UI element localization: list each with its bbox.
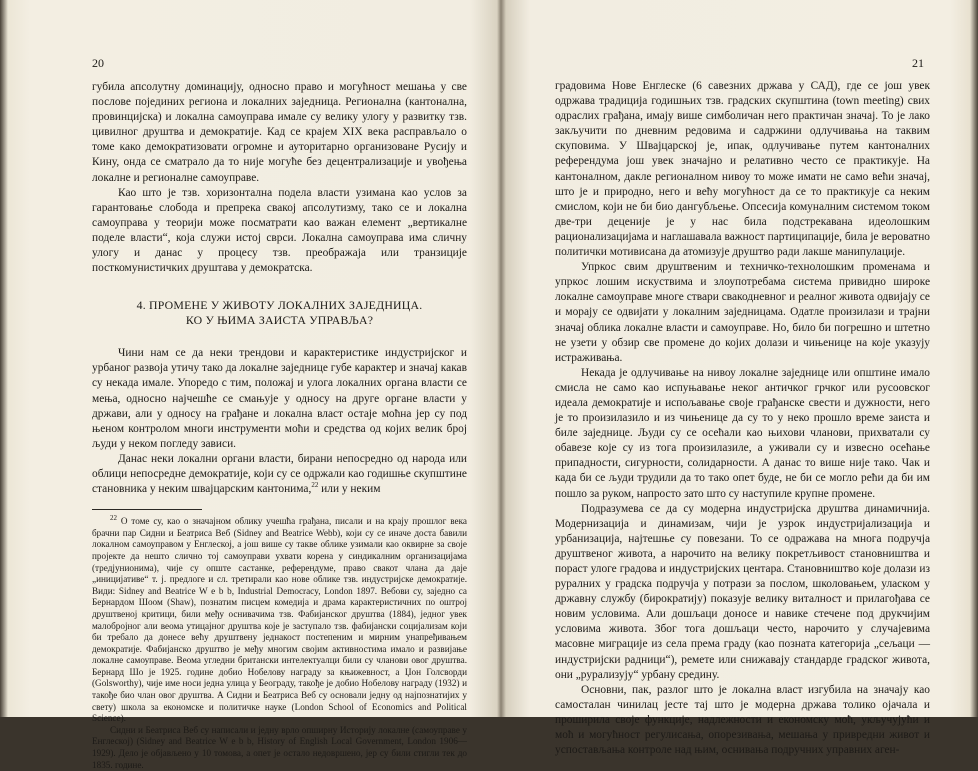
paragraph: Чини нам се да неки трендови и карактеристике индустријског и урбаног развоја утичу тако да локалне заједнице губе карактер и значај какав су некада имале. Упоредо с тим, положај и улога локалних органа власти се мења, односно најчешће се смањује у односу на друге органе власти у држави, али у односу на грађане и локална власт остаје моћна јер су под њеном контролом многи инструменти моћи и средства од којих велик број људи у неком погледу зависи.	[92, 347, 467, 450]
footnote: Сидни и Беатриса Веб су написали и једну врло опширну Историју локалне (самоуправе у Енглеској) (Sidney and Beatrice W e b b, History of English Local Government, London 1906—1929). Дело је објављено у 10 томова, а опет је остало недовршено, јер су били стигли тек до 1835. године.	[92, 724, 467, 770]
paragraph-text: Данас неки локални органи власти, бирани непосредно од народа или облици непосредне демократије, који су се одржали као годишње скупштине становника у неким швајцарским кантонима,	[92, 452, 467, 496]
paragraph: Некада је одлучивање на нивоу локалне заједнице или општине имало смисла не само као испуњавање неког античког грчког или русоовског идеала демократије и испољавање своје грађанске свести и дужности, него је то произилазило и из чињенице да су то у неко прошло време заиста и биле заједнице. Људи су се осећали као њихови чланови, прихватали су обавезе које су из тога произилазиле, а уживали су и извесно осећање припадности, сигурности, солидарности. А данас то више није тако. Чак и када би се људи трудили да то тако опет буде, не би се могло рећи да би им пошло за руком, напросто зато што су наступиле крупне промене.	[555, 366, 930, 500]
paragraph: губила апсолутну доминацију, односно право и могућност мешања у све послове појединих региона и локалних заједница. Регионална (кантонална, провинцијска) и локална самоуправа имале су велику улогу у развитку тзв. цивилног друштва и демократије. Кад се крајем XIX века расправљало о томе како демократизовати огромне и ауторитарно организоване Русију и Кину, онда се сматрало да то није могуће без децентрализације и увођења локалне и регионалне самоуправе.	[92, 81, 467, 184]
right-page-text	[555, 79, 930, 758]
section-heading	[92, 298, 467, 328]
left-page-text	[92, 80, 467, 771]
paragraph: градовима Нове Енглеске (6 савезних држава у САД), где се још увек одржава традиција годишњих тзв. градских скупштина (town meeting) свих одраслих грађана, имају више симболичан него практичан значај. То је лако закључити по дневним редовима и садржини одлучивања на таквим скуповима. У Швајцарској је, ипак, одлучивање путем кантоналних референдума још увек значајно и релативно често се практикује. На кантоналном, дакле регионалном нивоу то може имати не само већи значај, што је и природно, него и већу могућност да се то практикује са неким смислом, који не би био дангубљење. Опсесија комуналним системом током две-три деценије је у нас била подстрекавана идеолошким рационализацијама и наглашавала важност партиципације, била је вероватно политички мотивисана да атомизује друштво ради лакше манипулације.	[555, 80, 930, 259]
paragraph: Основни, пак, разлог што је локална власт изгубила на значају као самосталан чинилац јесте тај што је модерна држава толико ојачала и проширила своје функције, надлежности и економску моћ, укључујући и моћ и могућност регулисања, опорезивања, мешања у привредни живот и успостављања контроле над њим, оснивања подручних управних аген-	[555, 683, 930, 757]
paragraph-text: или у неким	[318, 483, 381, 496]
footnote-text: О томе су, као о значајном облику учешћа грађана, писали и на крају прошлог века брачни пар Сидни и Беатриса Веб (Sidney and Beatrice Webb), који су се иначе доста бавили локалном самоуправом у Енглеској, а још више су такве облике узимали као оквирне за своје пројекте да нешто слично тој самоуправи ухвати корена у синдикалним организацијама (тредјунионима), чије су опште састанке, референдуме, право свакот члана да даје „иницијативе“ т. ј. предлоге и сл. третирали као нове облике тзв. индустријске демократије. Види: Sidney and Beatrice W e b b, Industrial Democracy, London 1897. Вебови су, заједно са Бернардом Шоом (Shaw), познатим писцем комедија и драма карактеристичних по оштрој друштвеној критици, били међу оснивачима тзв. Фабијанског друштва (1884), једног увек малобројног али веома утицајног друштва које је заступало тзв. фабијански социјализам који би требало да донесе већу друштвену једнакост постепеним и мирним унапређивањем демократије. Фабијанско друштво је међу многим својим активностима имало и развијање локалне самоуправе. Веома угледни британски интелектуалци били су чланови овог друштва. Бернард Шо је 1925. године добио Нобелову награду за књижевност, а Џон Голсворди (Golsworthy), чије име носи једна улица у Београду, такође је добио Нобелову награду (1932) и такође био члан овог друштва. А Сидни и Беатриса Веб су основали једну од најпознатијих у свету) школа за економске и политичке науке (London School of Economics and Political Science).	[92, 516, 467, 724]
heading-line: КО У ЊИМА ЗАИСТА УПРАВЉА?	[185, 313, 374, 328]
paragraph	[92, 452, 467, 497]
footnotes	[92, 516, 467, 771]
footnote-ref: 22	[311, 481, 319, 490]
footnote	[92, 516, 467, 725]
paragraph: Као што је тзв. хоризонтална подела власти узимана као услов за гарантовање слобода и препрека свакој апсолутизму, тако се и локална самоуправа у теорији може посматрати као важан елемент „вертикалне поделе власти“, која служи истој сврси. Локална самоуправа има сличну улогу и данас у процесу тзв. преображаја или транзиције посткомунистичких друштава у демократска.	[92, 186, 467, 275]
footnote-number: 22	[110, 514, 117, 523]
paragraph: Подразумева се да су модерна индустријска друштва динамичнија. Модернизација и динамизам, чији је узрок индустријализација и урбанизација, најтешње су повезани. То се одражава на многа подручја друштвеног живота, а нарочито на велику покретљивост становништва и пораст улоге градова и индустријских центара. Становништво које долази из руралних у градска подручја у потрази за послом, школовањем, уласком у државну службу (бирократију) показује велику виталност и прилагођава се новим условима. Али дошљаци доносе и навике стечене под друкчијим условима живота. Због тога дошљаци често, нарочито у случајевима масовне миграције из села према граду (као позната категорија „сељаци — индустријски радници“), ремете или снижавају стандарде градског живота, они „рурализују“ урбану средину.	[555, 502, 930, 681]
paragraph: Упркос свим друштвеним и техничко-технолошким променама и упркос лошим искуствима и злоупотребама система привидно широке локалне самоуправе многе ствари свакодневног и реалног живота одвијају се и морају се одвијати у локалним заједницама. Одатле произилази и трајни значај облика локалне власти и самоуправе. Но, било би погрешно и штетно не узети у обзир све промене до којих долази и чињенице на које указују истраживања.	[555, 261, 930, 364]
footnote-rule	[92, 509, 202, 510]
page-number-right: 21	[912, 56, 924, 70]
page-number-left: 20	[92, 56, 104, 70]
heading-line: 4. ПРОМЕНЕ У ЖИВОТУ ЛОКАЛНИХ ЗАЈЕДНИЦА.	[136, 298, 423, 313]
right-page	[503, 0, 978, 757]
